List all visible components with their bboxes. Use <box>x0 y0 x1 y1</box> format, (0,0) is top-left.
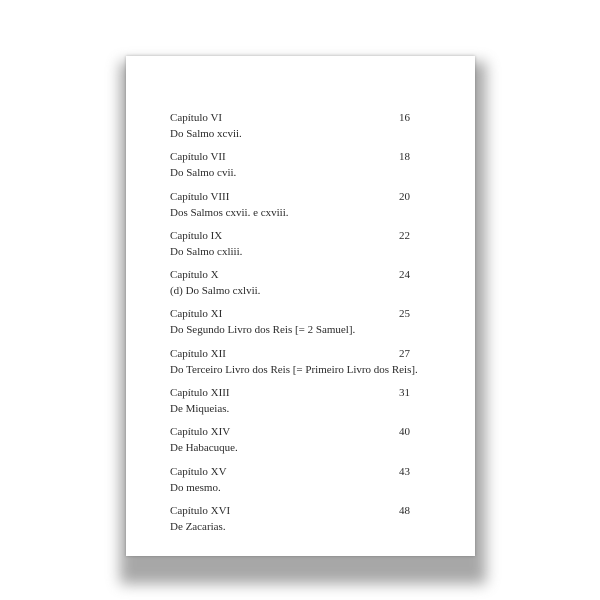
page-number: 27 <box>399 347 410 360</box>
chapter-description: Do Segundo Livro dos Reis [= 2 Samuel]. <box>170 324 356 337</box>
chapter-description: Do Salmo cxliii. <box>170 245 243 258</box>
toc-entry <box>170 229 410 268</box>
chapter-description: De Habacuque. <box>170 442 238 455</box>
chapter-title: Capítulo XVI <box>170 504 231 517</box>
toc-entry <box>170 504 410 543</box>
chapter-description: Do mesmo. <box>170 481 221 494</box>
page-number: 22 <box>399 229 410 242</box>
book-page <box>126 56 475 556</box>
page-number: 31 <box>399 387 410 400</box>
toc-entry <box>170 307 410 346</box>
page-number: 18 <box>399 151 410 164</box>
toc-entry <box>170 425 410 464</box>
chapter-description: Do Salmo xcvii. <box>170 128 242 140</box>
chapter-description: Do Salmo cvii. <box>170 167 237 180</box>
toc-entry <box>170 465 410 504</box>
chapter-description: Do Terceiro Livro dos Reis [= Primeiro Livro dos Reis]. <box>170 363 418 376</box>
toc-entry <box>170 111 410 150</box>
chapter-title: Capítulo VIII <box>170 190 230 203</box>
toc-entry <box>170 268 410 307</box>
chapter-description: De Zacarias. <box>170 520 226 533</box>
page-number: 20 <box>399 190 410 203</box>
chapter-description: De Miqueias. <box>170 403 230 416</box>
chapter-description: (d) Do Salmo cxlvii. <box>170 285 261 298</box>
chapter-title: Capítulo XV <box>170 465 227 478</box>
toc-entry <box>170 347 418 386</box>
chapter-title: Capítulo XIV <box>170 426 231 439</box>
chapter-title: Capítulo VII <box>170 151 226 164</box>
page-number: 48 <box>399 504 410 517</box>
chapter-title: Capítulo XII <box>170 347 226 360</box>
page-number: 40 <box>399 426 410 439</box>
page-number: 43 <box>399 465 410 478</box>
toc-entry <box>170 386 410 425</box>
chapter-title: Capítulo VI <box>170 112 223 124</box>
chapter-title: Capítulo XI <box>170 308 223 321</box>
table-of-contents <box>170 111 418 543</box>
chapter-title: Capítulo X <box>170 269 219 282</box>
chapter-title: Capítulo IX <box>170 229 223 242</box>
toc-entry <box>170 190 410 229</box>
page-number: 24 <box>399 269 410 282</box>
toc-entry <box>170 150 410 189</box>
page-number: 16 <box>399 112 410 124</box>
chapter-title: Capítulo XIII <box>170 387 230 400</box>
page-number: 25 <box>399 308 410 321</box>
chapter-description: Dos Salmos cxvii. e cxviii. <box>170 206 289 219</box>
